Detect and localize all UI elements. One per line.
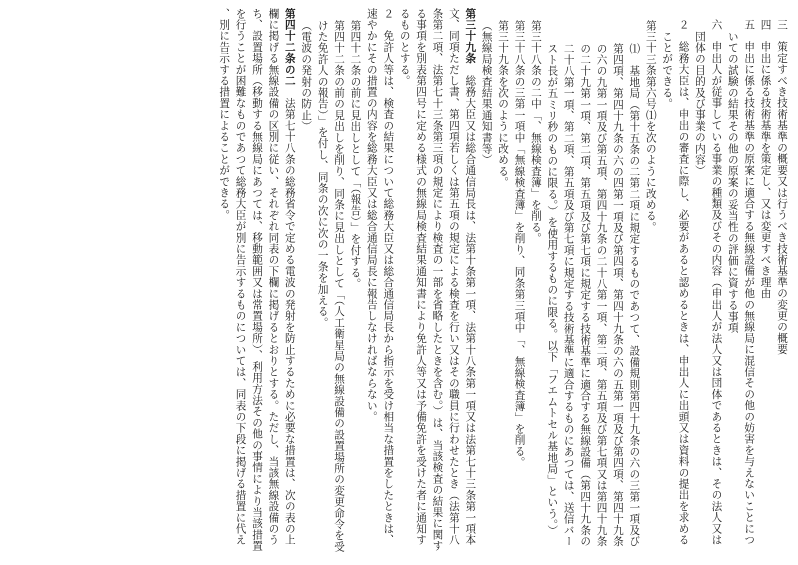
article-39-text: 総務大臣又は総合通信局長は、法第十条第一項、法第十八条第一項又は法第七十三条第一項本文、同項ただし書、第四項若しくは第五項の規定による検査を行い又はその職員に行わせたとき（法第十八条第二項、法第七十三条第三項の規定により検査の一部を省略したときを含む。）は、当該検査の結果に関する事項を別表第四号に定める様式の無線局検査結果通知書により免許人等又は予備免許を受けた者に通知するものとする。 <box>398 8 477 552</box>
article-42-2-caption: （電波の発射の防止） <box>300 20 313 132</box>
article-39-caption: （無線局検査結果通知書等） <box>480 20 493 166</box>
vertical-text-body <box>8 8 790 553</box>
article-39-paragraph-2: ２ 免許人等は、検査の結果について総務大臣又は総合通信局長から指示を受け相当な措置をしたときは、速やかにその措置の内容を総務大臣又は総合通信局長に報告しなければならない。 <box>365 8 395 546</box>
article-42-2-text: 法第七十八条の総務省令で定める電波の発射を防止するために必要な措置は、次の表の上欄に掲げる無線設備の区別に従い、それぞれ同表の下欄に掲げるとおりとする。ただし、当該無線設備のうち、設置場所（移動する無線局にあつては、移動範囲又は常置場所）、利用方法その他の事情により当該措置を行うことが困難なものであつて総務大臣が別に告示するものについては、同表の下段に掲げる措置に代え、別に告示する措置によることができる。 <box>218 8 296 552</box>
article-42-2-heading: 第四十二条の二 <box>283 8 296 87</box>
paragraph-2: ２ 総務大臣は、申出の審査に際し、必要があると認めるときは、申出人に出頭又は資料の提出を求めることができる。 <box>661 19 690 546</box>
gazette-page <box>8 8 790 557</box>
item-6: 六 申出人が従事している事業の種類及びその内容（申出人が法人又は団体であるときは、その法人又は団体の目的及び事業の内容） <box>693 19 723 546</box>
article-42-line1: 第四十二条の前に見出しとして「（報告）」を付する。 <box>349 20 362 290</box>
article-38-line1: 第三十八条の二中「、無線検査簿」を削る。 <box>529 20 542 244</box>
item-4: 四 申出に係る技術基準を策定し、又は変更すべき理由 <box>759 19 772 299</box>
item-3: 三 策定すべき技術基準の概要又は行うべき技術基準の変更の概要 <box>776 19 788 355</box>
article-39-paragraph-1 <box>396 8 478 553</box>
article-39-heading: 第三十九条 <box>464 8 477 64</box>
article-38-line2: 第三十八条の三第一項中「無線検査簿」を削り、同条第三項中「、無線検査簿」を削る。 <box>513 20 526 468</box>
item-5: 五 申出に係る技術基準の原案に適合する無線設備が他の無線局に混信その他の妨害を与えないことについての試験の結果その他の原案の妥当性の評価に資する事項 <box>726 19 756 546</box>
article-42-2-paragraph <box>216 8 298 553</box>
article-42-line2: 第四十二条の前の見出しを削り、同条に見出しとして「（人工衛星局の無線設備の設置場所の変更命令を受けた免許人の報告）」を付し、同条の次に次の一条を加える。 <box>316 20 346 553</box>
article-33-intro: 第三十三条第六号⑴を次のように改める。 <box>644 20 657 233</box>
article-38-line3: 第三十九条を次のように改める。 <box>497 20 510 188</box>
article-33-sub1: ⑴ 基地局（第十五条の二第二項に規定するものであつて、設備規則第四十九条の六の三第一項及び第四項、第四十九条の六の四第一項及び第四項、第四十九条の六の五第一項及び第四項、第四十九条の六の九第一項及び第五項、第四十九条の二十八第一項、第二項、第五項及び第七項又は第四十九条の二十九第一項、第二項、第五項及び第七項に規定する技術基準に適合する無線設備（第四十九条の二十八第一項、第二項、第五項及び第七項に規定する技術基準に適合するものにあつては、送信バースト長が五ミリ秒のものに限る。）を使用するものに限る。以下「フエムトセル基地局」という。） <box>546 43 641 547</box>
